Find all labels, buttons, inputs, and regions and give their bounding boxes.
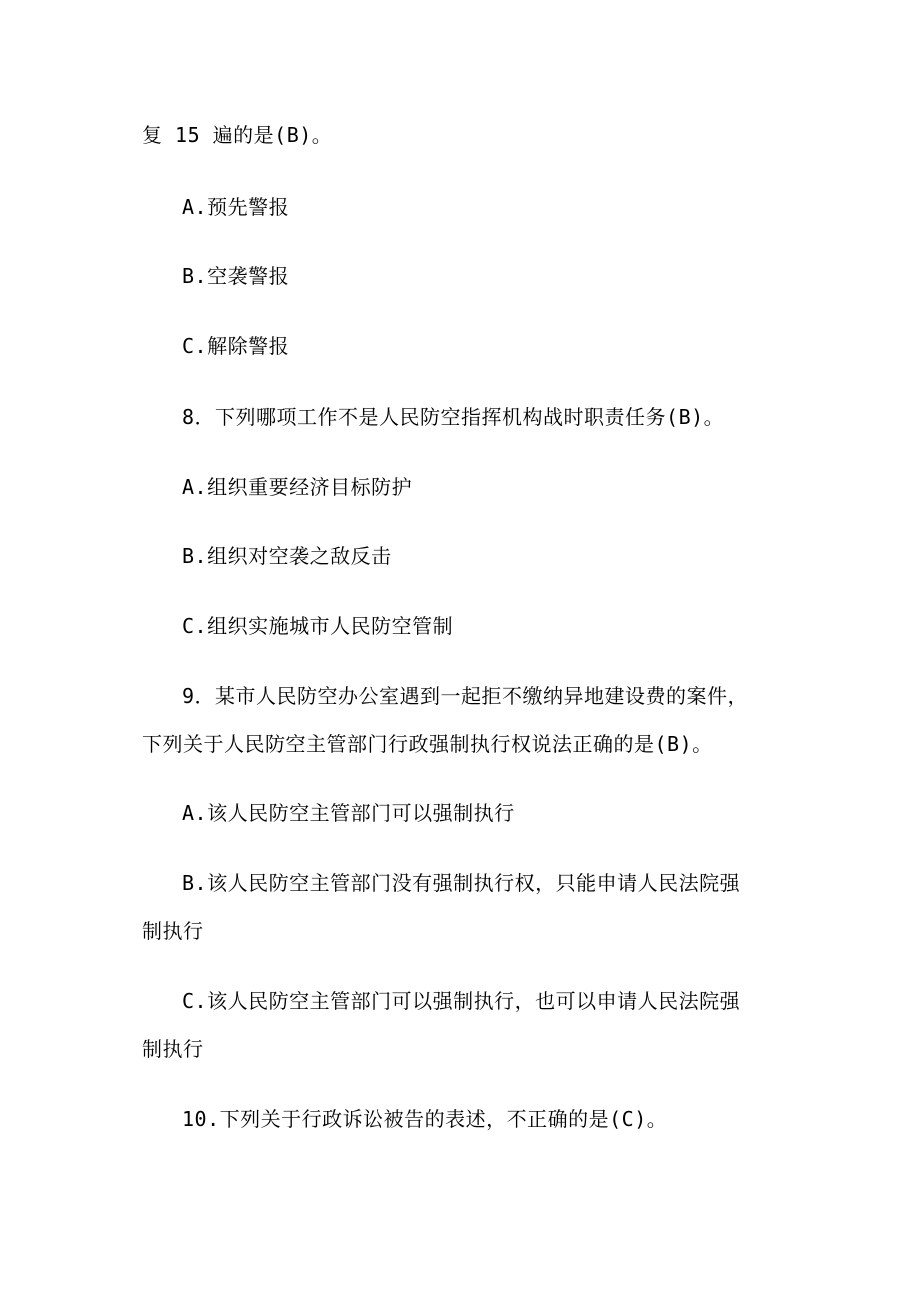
- q8-option-b: B.组织对空袭之敌反击: [182, 544, 392, 568]
- q9-option-c-line2: 制执行: [142, 1037, 204, 1061]
- q8-option-c: C.组织实施城市人民防空管制: [182, 614, 454, 638]
- q9-option-b-line1: B.该人民防空主管部门没有强制执行权，只能申请人民法院强: [182, 871, 741, 895]
- q10-stem: 10.下列关于行政诉讼被告的表述，不正确的是(C)。: [182, 1107, 668, 1131]
- q9-option-b-line2: 制执行: [142, 919, 204, 943]
- q9-stem-line1: 9．某市人民防空办公室遇到一起拒不缴纳异地建设费的案件，: [182, 684, 749, 708]
- q7-stem-tail: 复 15 遍的是(B)。: [142, 123, 333, 147]
- q9-option-c-line1: C.该人民防空主管部门可以强制执行，也可以申请人民法院强: [182, 989, 741, 1013]
- q9-option-a: A.该人民防空主管部门可以强制执行: [182, 801, 515, 825]
- q8-option-a: A.组织重要经济目标防护: [182, 475, 413, 499]
- q9-stem-line2: 下列关于人民防空主管部门行政强制执行权说法正确的是(B)。: [142, 732, 713, 756]
- q7-option-b: B.空袭警报: [182, 264, 290, 288]
- q8-stem: 8．下列哪项工作不是人民防空指挥机构战时职责任务(B)。: [182, 405, 725, 429]
- q7-option-c: C.解除警报: [182, 334, 290, 358]
- q7-option-a: A.预先警报: [182, 195, 290, 219]
